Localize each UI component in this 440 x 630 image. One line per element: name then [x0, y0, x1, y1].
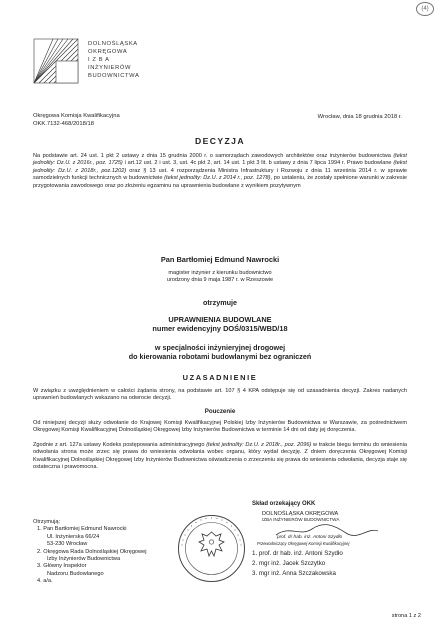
waiver-text: Zgodnie z art. 127a ustawy Kodeks postępowania administracyjnego [33, 442, 207, 448]
signatories-institution [262, 511, 422, 524]
recipient-item: 4. a/a. [37, 578, 53, 585]
permit-number: numer ewidencyjny DOŚ/0315/WBD/18 [152, 324, 288, 333]
chamber-name-line: DOLNOŚLĄSKA [88, 41, 138, 47]
legal-basis-citation: (tekst jednolity: Dz.U. z 2014 r., poz. 1278) [164, 175, 271, 182]
legal-basis-citation: (tekst jednolity: Dz.U. z 2018r., poz.1202) [33, 160, 407, 174]
recipient-item: 2. Okręgowa Rada Dolnośląskiej Okręgowej [37, 548, 147, 555]
chair-stamp-name: prof. dr hab. inż. Antoni Szydło [277, 535, 343, 541]
justification-title: UZASADNIENIE [182, 373, 258, 382]
recipient-item: 1. Pan Bartłomiej Edmund Nawrocki [37, 526, 127, 533]
recipient-item: 3. Główny Inspektor [37, 563, 87, 570]
recipient-details [0, 270, 440, 285]
official-seal [177, 514, 246, 583]
recipient-degree: magister inżynier z kierunku budownictwo [168, 270, 272, 276]
chamber-name-line: I Z B A [88, 57, 110, 64]
recipient-item-cont: Nadzoru Budowlanego [47, 570, 104, 577]
place-date: Wrocław, dnia 18 grudnia 2018 r. [317, 114, 402, 120]
waiver-citation: (tekst jednolity: Dz.U. z 2018r., poz. 2096) [206, 442, 312, 448]
specialty-scope: do kierowania robotami budowlanymi bez ograniczeń [128, 352, 312, 361]
recipients-block [33, 519, 183, 586]
legal-basis-text: Na podstawie art. 24 ust. 1 pkt 2 ustawy z dnia 15 grudnia 2000 r. o samorządach zawodowych architektów oraz inżynierów budownictwa [33, 153, 394, 159]
chamber-logo [33, 38, 79, 84]
chamber-name-line: INŻYNIERÓW [88, 65, 132, 72]
institution-line: IZBA INŻYNIERÓW BUDOWNICTWA [262, 517, 340, 522]
page-number: strona 1 z 2 [391, 613, 421, 619]
chair-stamp [257, 535, 422, 546]
specialty-block [0, 343, 440, 361]
signatory-item: 2. mgr inż. Jacek Szczytko [252, 559, 326, 567]
legal-basis-text: , po ustaleniu, że zostały spełnione warunki w zakresie przygotowania zawodowego oraz po złożeniu egzaminu na uprawnienia budowlane z wynikiem pozytywnym [33, 175, 407, 189]
recipient-name: Pan Bartłomiej Edmund Nawrocki [160, 255, 280, 264]
waiver-paragraph [33, 442, 407, 472]
recipient-item-cont: Izby Inżynierów Budownictwa [47, 556, 121, 563]
case-number: OKK.7132-468/2018/18 [33, 120, 94, 127]
receives-label: otrzymuje [203, 298, 237, 307]
signatories-heading: Skład orzekający OKK [252, 501, 316, 507]
signatory-item: 1. prof. dr hab. inż. Antoni Szydło [252, 549, 343, 557]
chair-stamp-role: Przewodniczący Okręgowej Komisji Kwalifikacyjnej [257, 541, 350, 546]
instruction-title: Pouczenie [204, 408, 236, 415]
justification-text: W związku z uwzględnieniem w całości żądania strony, na podstawie art. 107 § 4 KPA odstępuje się od uzasadnienia decyzji. Zakres nadanych uprawnień budowlanych wskazano na odwrocie decyzji. [33, 388, 407, 402]
legal-basis-text: i art.12 ust. 2 i ust. 3, ust. 4c pkt 2, art. 14 ust. 1 pkt 3 lit. b ustawy z dnia 7 lipca 1994 r. Prawo budowlane [122, 160, 394, 167]
legal-basis-text: oraz § 13 ust. 4 rozporządzenia Ministra Infrastruktury i Rozwoju z dnia 11 września 2014 r. w sprawie samodzielnych funkcji technicznych w budownictwie [33, 167, 407, 182]
chamber-name [88, 40, 139, 80]
permit-block [0, 315, 440, 333]
document-title: DECYZJA [195, 136, 245, 146]
waiver-text: w trakcie biegu terminu do wniesienia odwołania strona może zrzec się prawa do wniesienia odwołania wobec organu, który wydał decyzję. Z dniem doręczenia Okręgowej Komisji Kwalifikacyjnej Dolnośląskiej Okręgowej Izby Inżynierów Budownictwa oświadczenia o zrzeczeniu się prawa do wniesienia odwołania, decyzja staje się ostateczna i prawomocna. [33, 442, 407, 471]
signatories-block [252, 501, 422, 579]
recipient-address-line: 53-230 Wrocław [47, 541, 88, 548]
page-corner-mark: (4) [416, 2, 434, 16]
signatories-list [252, 549, 422, 579]
recipient-birth: urodzony dnia 9 maja 1987 r. w Rzeszowie [166, 277, 274, 284]
chamber-name-line: BUDOWNICTWA [88, 73, 140, 80]
institution-line: DOLNOŚLĄSKA OKRĘGOWA [262, 510, 339, 517]
legal-basis-paragraph [33, 153, 407, 190]
issuing-committee [33, 113, 120, 128]
specialty-line: w specjalności inżynieryjnej drogowej [154, 343, 286, 352]
recipient-address-line: Ul. Inżynierska 66/24 [47, 533, 100, 540]
signatory-item: 3. mgr inż. Anna Szczakowska [252, 569, 336, 577]
chamber-name-line: OKRĘGOWA [88, 49, 128, 56]
committee-name: Okręgowa Komisja Kwalifikacyjna [33, 113, 120, 119]
instruction-paragraph: Od niniejszej decyzji służy odwołanie do Krajowej Komisji Kwalifikacyjnej Polskiej Izby Inżynierów Budownictwa w Warszawie, za pośrednictwem Okręgowej Komisji Kwalifikacyjnej Dolnośląskiej Okręgowej Izby Inżynierów Budownictwa w terminie 14 dni od daty jej doręczenia. [33, 420, 407, 434]
recipients-heading: Otrzymują: [33, 519, 61, 525]
permit-title: UPRAWNIENIA BUDOWLANE [168, 315, 272, 324]
legal-basis-citation: (tekst jednolity: Dz.U. z 2016r., poz. 1725) [33, 153, 407, 167]
